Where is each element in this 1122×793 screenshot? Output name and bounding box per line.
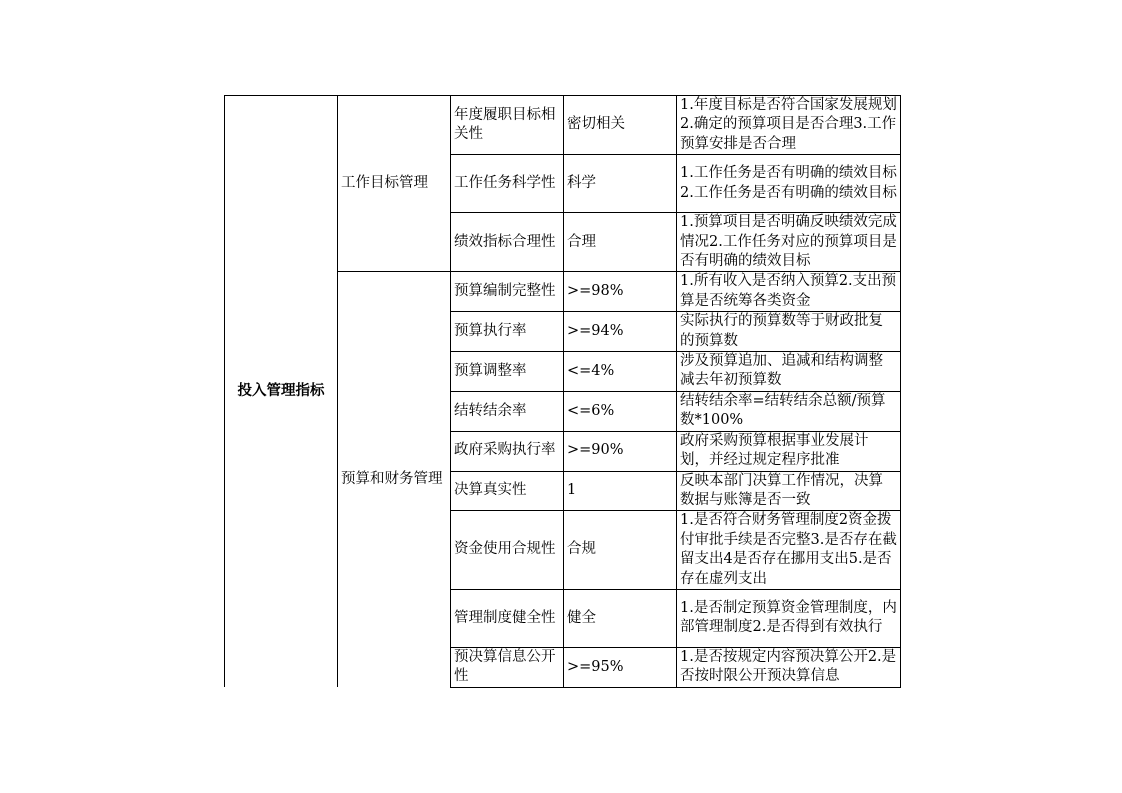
- value-cell: 科学: [564, 155, 677, 213]
- value-cell: >=98%: [564, 272, 677, 312]
- description-cell: [677, 471, 901, 511]
- description-cell: [677, 647, 901, 687]
- description-text: 1.是否按规定内容预决算公开2.是否按时限公开预决算信息: [680, 648, 897, 685]
- group-cell: 预算和财务管理: [338, 272, 451, 687]
- indicator-cell: 预算调整率: [451, 352, 564, 392]
- value-cell: 1: [564, 471, 677, 511]
- description-text: 1.是否制定预算资金管理制度，内部管理制度2.是否得到有效执行: [680, 600, 897, 636]
- group-cell: 工作目标管理: [338, 96, 451, 272]
- description-text: 1.所有收入是否纳入预算2.支出预算是否统筹各类资金: [680, 273, 897, 309]
- value-cell: >=90%: [564, 431, 677, 471]
- table-row: [225, 96, 901, 155]
- description-cell: [677, 391, 901, 431]
- description-cell: [677, 213, 901, 272]
- description-cell: [677, 511, 901, 590]
- value-cell: >=94%: [564, 312, 677, 352]
- description-text: 1.预算项目是否明确反映绩效完成情况2.工作任务对应的预算项目是否有明确的绩效目标: [680, 214, 897, 270]
- indicator-cell: 绩效指标合理性: [451, 213, 564, 272]
- indicator-table: [224, 95, 901, 688]
- indicator-cell: 决算真实性: [451, 471, 564, 511]
- description-cell: [677, 272, 901, 312]
- description-cell: [677, 589, 901, 647]
- description-text: 1.工作任务是否有明确的绩效目标2.工作任务是否有明确的绩效目标: [680, 165, 897, 201]
- indicator-cell: 结转结余率: [451, 391, 564, 431]
- indicator-cell: 政府采购执行率: [451, 431, 564, 471]
- description-text: 反映本部门决算工作情况，决算数据与账簿是否一致: [680, 472, 883, 508]
- description-cell: [677, 352, 901, 392]
- value-cell: 健全: [564, 589, 677, 647]
- description-cell: [677, 312, 901, 352]
- description-text: 涉及预算追加、追减和结构调整减去年初预算数: [680, 353, 883, 389]
- value-cell: >=95%: [564, 647, 677, 687]
- indicator-cell: 预算编制完整性: [451, 272, 564, 312]
- description-cell: [677, 96, 901, 155]
- description-text: 实际执行的预算数等于财政批复的预算数: [680, 313, 883, 349]
- indicator-cell: 资金使用合规性: [451, 511, 564, 590]
- indicator-cell: 年度履职目标相关性: [451, 96, 564, 155]
- value-cell: 合理: [564, 213, 677, 272]
- description-text: 1.是否符合财务管理制度2资金拨付审批手续是否完整3.是否存在截留支出4是否存在挪用支出5.是否存在虚列支出: [680, 512, 897, 587]
- description-cell: [677, 431, 901, 471]
- value-cell: 合规: [564, 511, 677, 590]
- description-text: 结转结余率=结转结余总额/预算数*100%: [680, 392, 886, 429]
- indicator-cell: 管理制度健全性: [451, 589, 564, 647]
- description-cell: [677, 155, 901, 213]
- indicator-cell: 工作任务科学性: [451, 155, 564, 213]
- category-cell: 投入管理指标: [225, 96, 338, 688]
- description-text: 政府采购预算根据事业发展计划，并经过规定程序批准: [680, 432, 869, 469]
- value-cell: 密切相关: [564, 96, 677, 155]
- value-cell: <=6%: [564, 391, 677, 431]
- indicator-cell: 预决算信息公开性: [451, 647, 564, 687]
- value-cell: <=4%: [564, 352, 677, 392]
- indicator-cell: 预算执行率: [451, 312, 564, 352]
- description-text: 1.年度目标是否符合国家发展规划2.确定的预算项目是否合理3.工作预算安排是否合理: [680, 97, 897, 152]
